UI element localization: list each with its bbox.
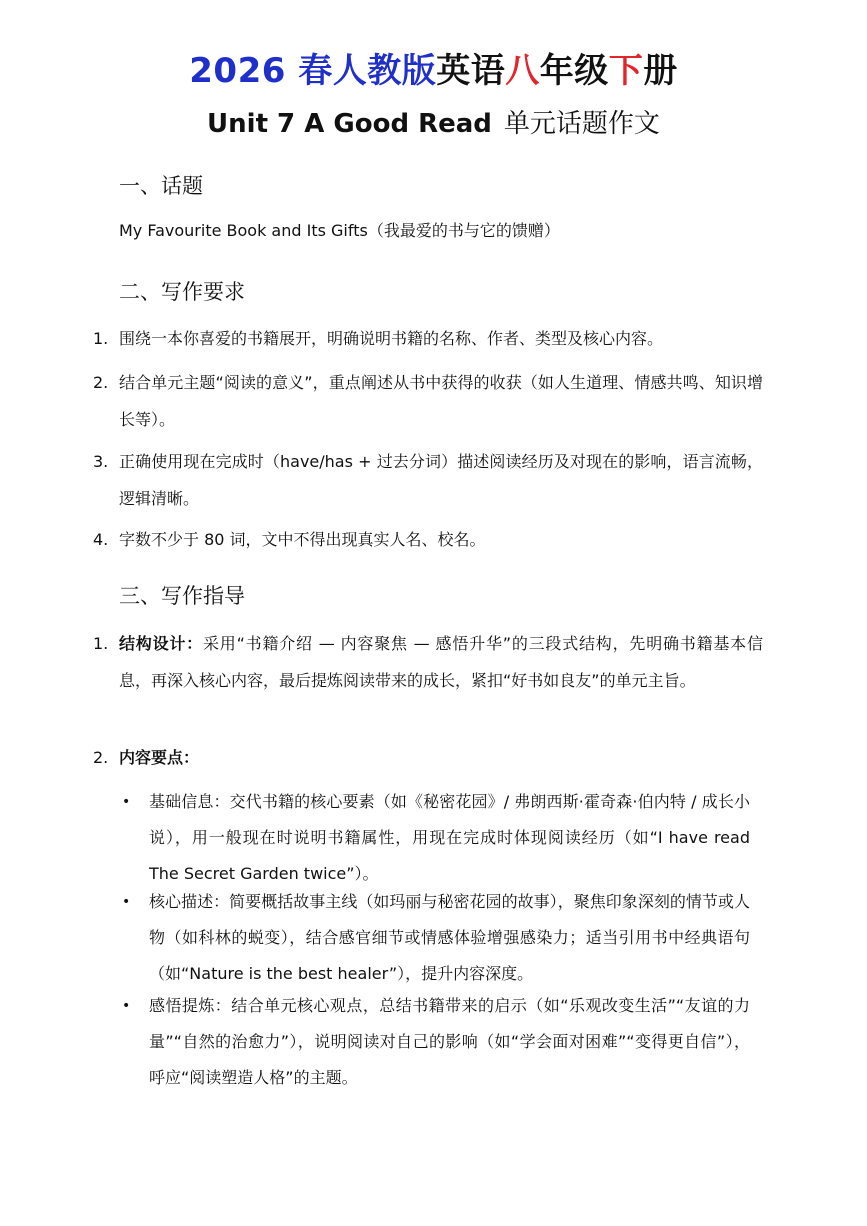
guidance-label: 内容要点： xyxy=(119,748,200,767)
title-part-eight: 八 xyxy=(505,51,540,91)
subtitle-unit: Unit 7 A Good Read xyxy=(207,109,492,139)
subtitle-topic: 单元话题作文 xyxy=(503,109,660,139)
content-point-text xyxy=(149,988,750,1096)
section-heading-guidance: 三、写作指导 xyxy=(119,584,245,608)
title-part-grade-edition: 2026 春人教版 xyxy=(189,51,437,91)
content-point-body: 交代书籍的核心要素（如《秘密花园》/ 弗朗西斯·霍奇森·伯内特 / 成长小说），用一般现在时说明书籍属性，用现在完成时体现阅读经历（如“I have read The Secret Garden twice”）。 xyxy=(149,792,750,883)
guidance-label: 结构设计： xyxy=(119,634,203,653)
requirement-text: 围绕一本你喜爱的书籍展开，明确说明书籍的名称、作者、类型及核心内容。 xyxy=(119,329,664,348)
content-point-basic-info xyxy=(122,784,750,892)
title-part-lower: 下 xyxy=(608,51,644,91)
requirement-item xyxy=(93,443,763,517)
requirement-item xyxy=(93,320,763,357)
requirement-text: 正确使用现在完成时（have/has + 过去分词）描述阅读经历及对现在的影响，语言流畅，逻辑清晰。 xyxy=(119,452,763,508)
content-point-label: 基础信息： xyxy=(149,792,230,811)
content-point-core-description xyxy=(122,884,750,992)
requirement-number: 3. xyxy=(93,452,109,471)
guidance-item-structure xyxy=(93,625,763,699)
title-part-grade: 年级 xyxy=(539,51,609,91)
section-heading-topic: 一、话题 xyxy=(119,174,203,198)
content-point-label: 核心描述： xyxy=(149,892,230,911)
guidance-item-content xyxy=(93,739,763,776)
title-part-subject: 英语 xyxy=(436,51,506,91)
requirement-text: 字数不少于 80 词，文中不得出现真实人名、校名。 xyxy=(119,530,486,549)
requirement-item xyxy=(93,364,763,438)
content-point-body: 简要概括故事主线（如玛丽与秘密花园的故事），聚焦印象深刻的情节或人物（如科林的蜕变），结合感官细节或情感体验增强感染力；适当引用书中经典语句（如“Nature is the best healer”），提升内容深度。 xyxy=(149,892,750,983)
guidance-text xyxy=(119,625,763,699)
bullet-dot-icon: • xyxy=(122,894,131,910)
content-point-text xyxy=(149,884,750,992)
content-point-text xyxy=(149,784,750,892)
document-title xyxy=(0,46,867,96)
content-point-body: 结合单元核心观点，总结书籍带来的启示（如“乐观改变生活”“友谊的力量”“自然的治愈力”），说明阅读对自己的影响（如“学会面对困难”“变得更自信”），呼应“阅读塑造人格”的主题。 xyxy=(149,996,750,1087)
bullet-dot-icon: • xyxy=(122,794,131,810)
requirement-text: 结合单元主题“阅读的意义”，重点阐述从书中获得的收获（如人生道理、情感共鸣、知识增长等）。 xyxy=(119,373,763,429)
requirement-number: 1. xyxy=(93,329,109,348)
document-subtitle xyxy=(0,104,867,144)
topic-text: My Favourite Book and Its Gifts（我最爱的书与它的馈赠） xyxy=(119,221,560,240)
requirement-number: 4. xyxy=(93,530,109,549)
requirement-item xyxy=(93,521,763,558)
content-point-reflection xyxy=(122,988,750,1096)
title-part-volume: 册 xyxy=(643,51,678,91)
content-point-label: 感悟提炼： xyxy=(149,996,232,1015)
requirement-number: 2. xyxy=(93,373,109,392)
bullet-dot-icon: • xyxy=(122,998,131,1014)
section-heading-requirements: 二、写作要求 xyxy=(119,280,245,304)
guidance-body: 采用“书籍介绍 — 内容聚焦 — 感悟升华”的三段式结构，先明确书籍基本信息，再深入核心内容，最后提炼阅读带来的成长，紧扣“好书如良友”的单元主旨。 xyxy=(119,634,763,690)
guidance-number: 1. xyxy=(93,634,109,653)
guidance-number: 2. xyxy=(93,748,109,767)
